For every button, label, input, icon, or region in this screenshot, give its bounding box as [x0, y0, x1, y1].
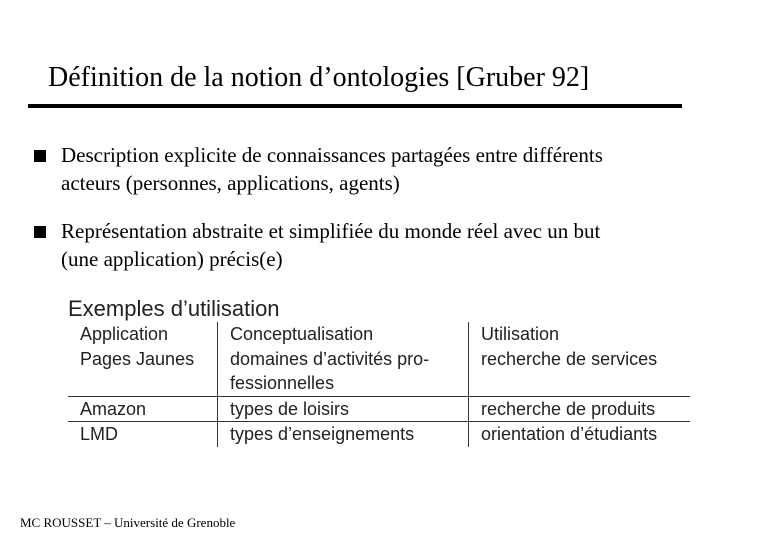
cell-utilisation: recherche de produits [468, 397, 690, 422]
bullet-text-line: (une application) précis(e) [61, 247, 283, 271]
bullet-text-line: Description explicite de connaissances partagées entre différents [61, 143, 603, 167]
cell-utilisation: orientation d’étudiants [468, 422, 690, 447]
square-bullet-icon [34, 226, 46, 238]
table-header-row [68, 322, 690, 347]
bullet-text-line: Représentation abstraite et simplifiée du monde réel avec un but [61, 219, 601, 243]
square-bullet-icon [34, 150, 46, 162]
bullet-item [24, 141, 744, 197]
cell-text-line: domaines d’activités pro- [230, 348, 430, 369]
cell-conceptualisation: types d’enseignements [217, 422, 468, 447]
title-underline [28, 104, 682, 108]
table-row [68, 396, 690, 422]
column-header-conceptualisation: Conceptualisation [217, 322, 468, 347]
table-row [68, 347, 690, 396]
cell-conceptualisation [217, 347, 468, 396]
column-header-application: Application [80, 324, 169, 344]
examples-heading: Exemples d’utilisation [68, 296, 280, 321]
slide-footer: MC ROUSSET – Université de Grenoble [20, 515, 236, 530]
cell-application: Pages Jaunes [80, 348, 195, 369]
cell-conceptualisation: types de loisirs [217, 397, 468, 422]
cell-utilisation: recherche de services [468, 347, 690, 396]
column-header-utilisation: Utilisation [468, 322, 690, 347]
cell-application: LMD [80, 424, 119, 444]
cell-application: Amazon [80, 398, 147, 419]
table-row [68, 421, 690, 447]
examples-table [68, 322, 690, 447]
slide-title: Définition de la notion d’ontologies [Gruber 92] [48, 62, 590, 93]
bullet-text-line: acteurs (personnes, applications, agents) [61, 171, 400, 195]
cell-text-line: fessionnelles [230, 373, 335, 393]
bullet-item [24, 217, 744, 273]
